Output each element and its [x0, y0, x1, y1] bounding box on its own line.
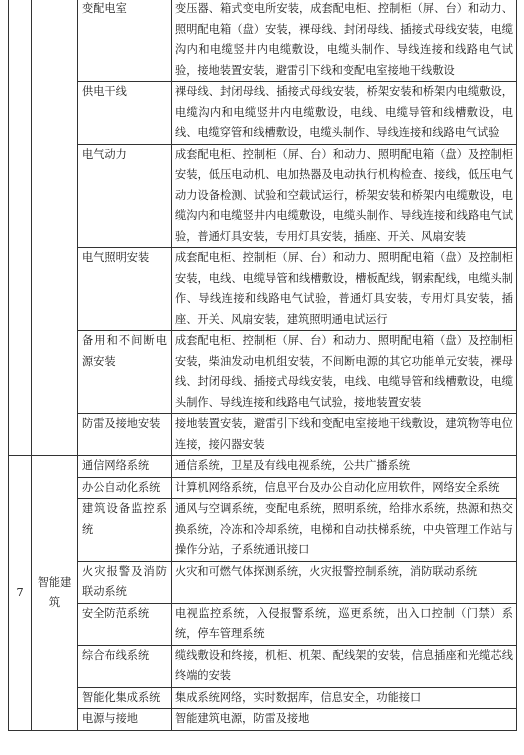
- subdivision-name: 通信网络系统: [78, 456, 172, 478]
- section-number-cell: 7: [9, 456, 32, 731]
- table-row: [9, 0, 517, 82]
- subdivision-name: 办公自动化系统: [78, 477, 172, 499]
- subdivision-name: 电气照明安装: [78, 248, 172, 331]
- subdivision-content: 裸母线、封闭母线、插接式母线安装，桥架安装和桥架内电缆敷设，电缆沟内和电缆竖井内电缆敷设，电线、电缆导管和线槽敷设，电线、电缆穿管和线槽敷设，电缆头制作、导线连接和线路电气试验: [172, 82, 517, 145]
- section-number-cell: [9, 0, 32, 456]
- subdivision-name: 变配电室: [78, 0, 172, 82]
- subdivision-content: 成套配电柜、控制柜（屏、台）和动力、照明配电箱（盘）及控制柜安装，电线、电缆导管和线槽敷设，槽板配线，钢索配线，电缆头制作、导线连接和线路电气试验，普通灯具安装，专用灯具安装，插座、开关、风扇安装，建筑照明通电试运行: [172, 248, 517, 331]
- subdivision-name: 安全防范系统: [78, 603, 172, 645]
- subdivision-content: 通风与空调系统，变配电系统，照明系统，给排水系统，热源和热交换系统，冷冻和冷却系统，电梯和自动扶梯系统，中央管理工作站与操作分站，子系统通讯接口: [172, 499, 517, 562]
- subdivision-content: 变压器、箱式变电所安装，成套配电柜、控制柜（屏、台）和动力、照明配电箱（盘）安装，裸母线、封闭母线、插接式母线安装，电缆沟内和电缆竖井内电缆敷设，电缆头制作、导线连接和线路电气试验，接地装置安装，避雷引下线和变配电室接地干线敷设: [172, 0, 517, 82]
- subdivision-name: 供电干线: [78, 82, 172, 145]
- subdivision-content: 集成系统网络，实时数据库，信息安全，功能接口: [172, 687, 517, 709]
- table-row: [9, 477, 517, 499]
- table-row: [9, 687, 517, 709]
- subdivision-name: 智能化集成系统: [78, 687, 172, 709]
- table-row: [9, 709, 517, 731]
- table-row: [9, 144, 517, 248]
- subdivision-content: 通信系统，卫星及有线电视系统，公共广播系统: [172, 456, 517, 478]
- subdivision-content: 火灾和可燃气体探测系统，火灾报警控制系统，消防联动系统: [172, 561, 517, 603]
- subdivision-content: 电视监控系统，入侵报警系统，巡更系统，出入口控制（门禁）系统，停车管理系统: [172, 603, 517, 645]
- subdivision-content: 计算机网络系统，信息平台及办公自动化应用软件，网络安全系统: [172, 477, 517, 499]
- table-row: [9, 82, 517, 145]
- subdivision-content: 接地装置安装，避雷引下线和变配电室接地干线敷设，建筑物等电位连接，接闪器安装: [172, 414, 517, 456]
- acceptance-division-table: [8, 0, 517, 731]
- subdivision-name: 防雷及接地安装: [78, 414, 172, 456]
- table-row: [9, 414, 517, 456]
- section-group-cell: 智能建筑: [32, 456, 78, 731]
- subdivision-name: 火灾报警及消防联动系统: [78, 561, 172, 603]
- subdivision-name: 综合布线系统: [78, 645, 172, 687]
- subdivision-content: 缆线敷设和终接，机柜、机架、配线架的安装，信息插座和光缆芯线终端的安装: [172, 645, 517, 687]
- subdivision-name: 备用和不间断电源安装: [78, 331, 172, 414]
- subdivision-content: 成套配电柜、控制柜（屏、台）和动力、照明配电箱（盘）及控制柜安装，柴油发动电机组安装，不间断电源的其它功能单元安装，裸母线、封闭母线、插接式母线安装，电线、电缆导管和线槽敷设，电缆头制作、导线连接和线路电气试验，接地装置安装: [172, 331, 517, 414]
- subdivision-content: 成套配电柜、控制柜（屏、台）和动力、照明配电箱（盘）及控制柜安装，低压电动机、电加热器及电动执行机构检查、接线，低压电气动力设备检测、试验和空载试运行，桥架安装和桥架内电缆敷设，电缆沟内和电缆竖井内电缆敷设，电缆头制作、导线连接和线路电气试验，普通灯具安装，专用灯具安装，插座、开关、风扇安装: [172, 144, 517, 248]
- section-group-cell: [32, 0, 78, 456]
- table-row: [9, 456, 517, 478]
- subdivision-name: 电气动力: [78, 144, 172, 248]
- table-row: [9, 499, 517, 562]
- table-row: [9, 561, 517, 603]
- subdivision-content: 智能建筑电源，防雷及接地: [172, 709, 517, 731]
- table-row: [9, 603, 517, 645]
- table-row: [9, 248, 517, 331]
- subdivision-name: 建筑设备监控系统: [78, 499, 172, 562]
- table-row: [9, 331, 517, 414]
- table-row: [9, 645, 517, 687]
- subdivision-name: 电源与接地: [78, 709, 172, 731]
